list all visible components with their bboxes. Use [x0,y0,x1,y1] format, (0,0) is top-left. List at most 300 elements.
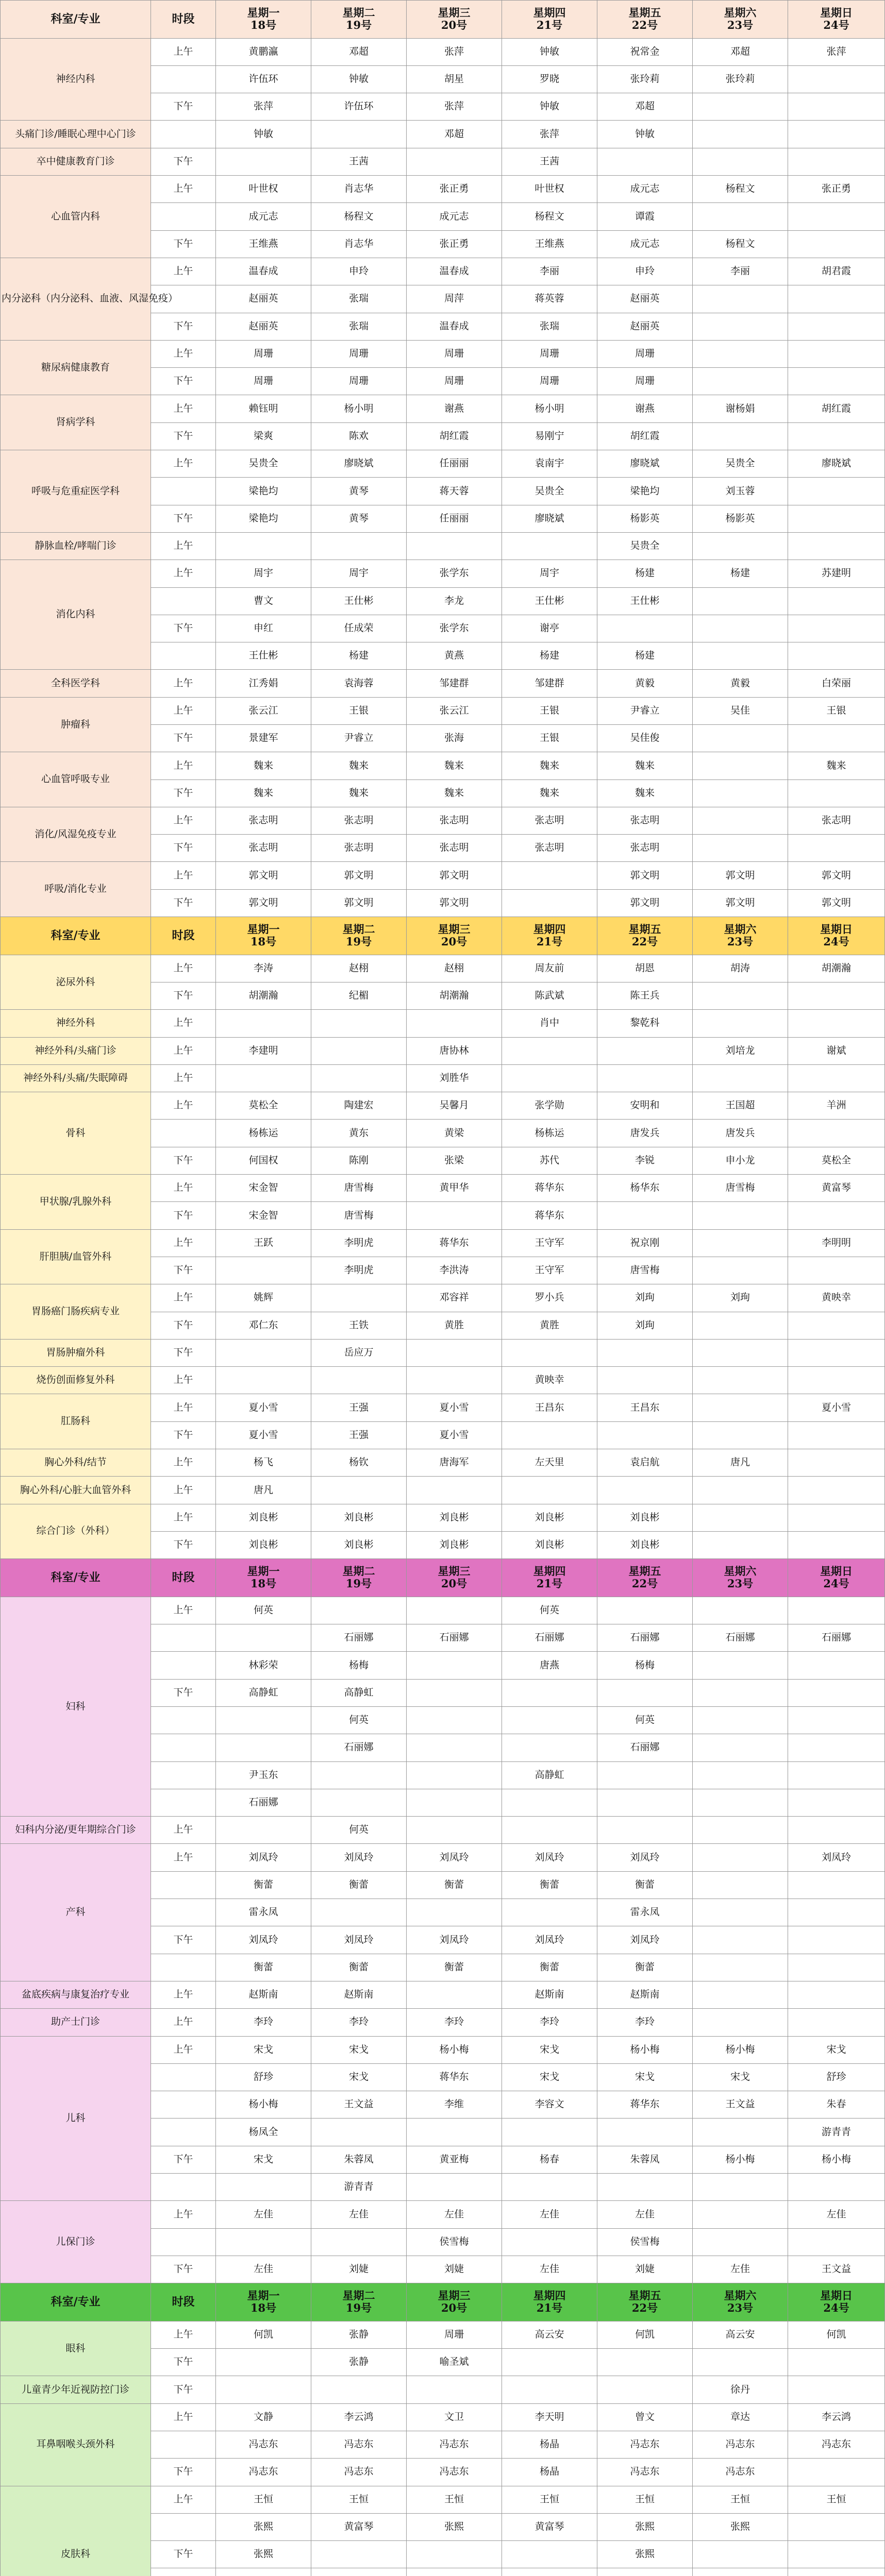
doctor-cell: 郭文明 [597,862,693,889]
doctor-cell: 廖晓斌 [597,450,693,478]
doctor-cell: 王强 [311,1421,407,1449]
dept-name-cell: 皮肤科 [1,2486,151,2576]
doctor-cell [311,1367,407,1394]
doctor-cell: 衡蕾 [597,1954,693,1981]
doctor-cell: 张志明 [407,807,502,834]
doctor-cell: 梁艳均 [216,478,311,505]
doctor-cell: 胡红霞 [788,395,885,422]
doctor-cell: 谢杨娟 [693,395,788,422]
doctor-cell: 张学勋 [502,1092,597,1120]
doctor-cell: 张志明 [502,835,597,862]
doctor-cell: 周友前 [502,955,597,982]
doctor-cell [693,835,788,862]
doctor-cell: 赵斯南 [597,1981,693,2008]
time-slot-cell: 上午 [151,807,216,834]
doctor-cell: 魏来 [407,779,502,807]
table-row [1,752,885,779]
doctor-cell [311,2376,407,2403]
doctor-cell [502,1477,597,1504]
doctor-cell: 邹建群 [502,670,597,697]
doctor-cell: 刘珣 [597,1284,693,1312]
doctor-cell [693,752,788,779]
time-slot-cell: 上午 [151,2321,216,2348]
doctor-cell [693,313,788,340]
doctor-cell [407,1652,502,1679]
doctor-cell: 刘良彬 [597,1504,693,1531]
doctor-cell: 高静虹 [311,1679,407,1706]
doctor-cell: 黄琴 [311,478,407,505]
time-slot-cell: 下午 [151,2541,216,2568]
doctor-cell: 衡蕾 [311,1871,407,1899]
table-row [1,807,885,834]
doctor-cell [502,1706,597,1734]
doctor-cell: 杨建 [597,560,693,587]
doctor-cell: 周珊 [311,368,407,395]
doctor-cell [311,2568,407,2576]
doctor-cell: 王仕彬 [597,587,693,615]
doctor-cell [502,2541,597,2568]
doctor-cell: 郭文明 [311,862,407,889]
doctor-cell [693,982,788,1009]
doctor-cell: 何英 [311,1706,407,1734]
table-row [1,862,885,889]
time-slot-cell: 上午 [151,752,216,779]
doctor-cell [788,1817,885,1844]
time-slot-cell: 上午 [151,1449,216,1477]
doctor-cell [407,1761,502,1789]
dept-name-cell: 全科医学科 [1,670,151,697]
time-slot-cell: 上午 [151,340,216,367]
doctor-cell: 张熙 [216,2541,311,2568]
doctor-cell: 成元志 [597,230,693,258]
doctor-cell: 石丽娜 [311,1734,407,1761]
doctor-cell: 王昌东 [597,1394,693,1421]
dept-name-cell: 耳鼻咽喉头颈外科 [1,2403,151,2486]
doctor-cell: 文卫 [407,2403,502,2431]
doctor-cell [788,230,885,258]
doctor-cell [407,1477,502,1504]
time-slot-cell: 上午 [151,1175,216,1202]
dept-name-cell: 消化/风湿免疫专业 [1,807,151,862]
day-header-cell: 星期六 23号 [693,2283,788,2321]
doctor-cell: 张学东 [407,615,502,642]
doctor-cell [693,2349,788,2376]
doctor-cell: 冯志东 [216,2431,311,2458]
doctor-cell: 李明明 [788,1229,885,1257]
doctor-cell [693,340,788,367]
doctor-cell [502,1421,597,1449]
doctor-cell [788,1706,885,1734]
doctor-cell: 宋戈 [216,2036,311,2063]
doctor-cell: 朱春 [788,2091,885,2119]
doctor-cell: 周珊 [216,340,311,367]
doctor-cell: 张志明 [216,835,311,862]
table-row [1,258,885,285]
doctor-cell: 唐凡 [216,1477,311,1504]
doctor-cell [693,148,788,175]
doctor-cell [788,1449,885,1477]
doctor-cell [693,1706,788,1734]
doctor-cell: 朱蓉凤 [597,2146,693,2173]
time-slot-cell [151,1734,216,1761]
doctor-cell [693,1421,788,1449]
doctor-cell: 李玲 [216,2009,311,2036]
day-header-cell: 星期日 24号 [788,1,885,39]
slot-header-cell: 时段 [151,1559,216,1597]
doctor-cell: 石丽娜 [788,1624,885,1652]
doctor-cell [788,1954,885,1981]
time-slot-cell [151,587,216,615]
doctor-cell: 成元志 [597,176,693,203]
doctor-cell [597,1367,693,1394]
doctor-cell: 易刚宁 [502,422,597,450]
time-slot-cell [151,642,216,670]
doctor-cell: 谢燕 [407,395,502,422]
doctor-cell: 何英 [502,1597,597,1624]
doctor-cell [788,2009,885,2036]
time-slot-cell [151,2513,216,2540]
doctor-cell [502,889,597,917]
doctor-cell: 杨凤全 [216,2119,311,2146]
doctor-cell: 杨小梅 [693,2036,788,2063]
doctor-cell [407,1734,502,1761]
time-slot-cell: 上午 [151,560,216,587]
doctor-cell: 杨晶 [502,2459,597,2486]
doctor-cell: 宋金智 [216,1175,311,1202]
doctor-cell: 衡蕾 [407,1954,502,1981]
doctor-cell [311,1284,407,1312]
dept-name-cell: 骨科 [1,1092,151,1175]
doctor-cell: 胡潮瀚 [216,982,311,1009]
dept-name-cell: 卒中健康教育门诊 [1,148,151,175]
dept-name-cell: 产科 [1,1844,151,1981]
doctor-cell [788,1312,885,1339]
doctor-cell: 刘良彬 [502,1504,597,1531]
time-slot-cell: 上午 [151,2486,216,2513]
doctor-cell: 杨小明 [311,395,407,422]
doctor-cell: 郭文明 [216,862,311,889]
doctor-cell: 刘培龙 [693,1037,788,1064]
doctor-cell: 赵斯南 [502,1981,597,2008]
doctor-cell: 刘玉蓉 [693,478,788,505]
doctor-cell: 宋戈 [311,2036,407,2063]
time-slot-cell: 下午 [151,505,216,532]
doctor-cell [407,2174,502,2201]
doctor-cell: 游青青 [788,2119,885,2146]
table-row [1,560,885,587]
doctor-cell [788,340,885,367]
time-slot-cell: 上午 [151,2009,216,2036]
dept-name-cell: 助产士门诊 [1,2009,151,2036]
doctor-cell [311,1477,407,1504]
doctor-cell: 温春成 [407,313,502,340]
doctor-cell: 谢燕 [597,395,693,422]
doctor-cell: 张萍 [216,93,311,121]
doctor-cell: 杨栋运 [502,1120,597,1147]
doctor-cell: 石丽娜 [407,1624,502,1652]
time-slot-cell: 下午 [151,1202,216,1229]
doctor-cell: 王文益 [311,2091,407,2119]
doctor-cell: 游青青 [311,2174,407,2201]
time-slot-cell [151,1761,216,1789]
slot-header-cell: 时段 [151,2283,216,2321]
doctor-cell [216,2349,311,2376]
doctor-cell [788,2541,885,2568]
doctor-cell [407,1899,502,1926]
doctor-cell [788,1679,885,1706]
doctor-cell: 杨建 [311,642,407,670]
doctor-cell: 郭文明 [216,889,311,917]
time-slot-cell: 上午 [151,862,216,889]
doctor-cell: 石丽娜 [693,1624,788,1652]
doctor-cell [693,1817,788,1844]
doctor-cell [788,313,885,340]
doctor-cell: 景建军 [216,725,311,752]
doctor-cell: 吴贵全 [216,450,311,478]
doctor-cell: 宋金智 [216,1202,311,1229]
doctor-cell: 周宇 [502,560,597,587]
doctor-cell: 邹建群 [407,670,502,697]
doctor-cell: 冯志东 [788,2431,885,2458]
doctor-cell [693,1844,788,1871]
day-header-cell: 星期日 24号 [788,917,885,955]
doctor-cell [693,1312,788,1339]
doctor-cell: 王恒 [407,2486,502,2513]
doctor-cell [788,478,885,505]
doctor-cell: 廖晓斌 [311,450,407,478]
doctor-cell: 曹文 [216,587,311,615]
table-row [1,532,885,560]
doctor-cell: 梁爽 [216,422,311,450]
doctor-cell [216,1339,311,1366]
doctor-cell: 刘婕 [407,2256,502,2283]
doctor-cell: 衡蕾 [216,1954,311,1981]
doctor-cell: 刘胜华 [407,1064,502,1092]
dept-name-cell: 肾病学科 [1,395,151,450]
time-slot-cell: 下午 [151,93,216,121]
day-header-cell: 星期一 18号 [216,1559,311,1597]
day-header-cell: 星期四 21号 [502,1,597,39]
doctor-cell [597,1761,693,1789]
time-slot-cell: 下午 [151,1147,216,1174]
doctor-cell: 王恒 [693,2486,788,2513]
time-slot-cell: 下午 [151,313,216,340]
time-slot-cell [151,121,216,148]
doctor-cell: 陈王兵 [597,982,693,1009]
dept-name-cell: 神经外科/头痛门诊 [1,1037,151,1064]
time-slot-cell: 上午 [151,1981,216,2008]
doctor-cell: 杨建 [693,560,788,587]
doctor-cell: 喻圣斌 [407,2349,502,2376]
table-row [1,1175,885,1202]
doctor-cell: 张玲莉 [693,65,788,93]
time-slot-cell: 上午 [151,38,216,65]
doctor-cell: 夏小雪 [788,1394,885,1421]
doctor-cell: 林彩荣 [216,1652,311,1679]
doctor-cell [788,203,885,230]
doctor-cell [788,1531,885,1558]
doctor-cell [597,1037,693,1064]
doctor-cell [788,1367,885,1394]
doctor-cell: 王茜 [311,148,407,175]
doctor-cell: 侯雪梅 [597,2228,693,2256]
doctor-cell: 邓仁东 [216,1312,311,1339]
time-slot-cell: 下午 [151,422,216,450]
doctor-cell: 周珊 [311,340,407,367]
doctor-cell [788,1871,885,1899]
doctor-cell: 宋戈 [216,2146,311,2173]
doctor-cell: 周宇 [311,560,407,587]
doctor-cell [407,1706,502,1734]
doctor-cell [788,615,885,642]
table-row [1,1394,885,1421]
doctor-cell: 唐凡 [693,1449,788,1477]
table-row [1,2201,885,2228]
table-row [1,1339,885,1366]
doctor-cell: 周珊 [597,340,693,367]
doctor-cell: 舒珍 [788,2063,885,2091]
doctor-cell: 宋戈 [502,2036,597,2063]
day-header-cell: 星期三 20号 [407,917,502,955]
doctor-cell [407,532,502,560]
doctor-cell: 杨影英 [597,505,693,532]
day-header-cell: 星期六 23号 [693,917,788,955]
time-slot-cell: 下午 [151,889,216,917]
doctor-cell: 周珊 [502,368,597,395]
doctor-cell [788,779,885,807]
doctor-cell: 杨程文 [502,203,597,230]
doctor-cell: 冯志东 [693,2431,788,2458]
table-row [1,1367,885,1394]
doctor-cell: 杨小梅 [597,2036,693,2063]
time-slot-cell: 下午 [151,1257,216,1284]
doctor-cell [407,2119,502,2146]
time-slot-cell: 下午 [151,2376,216,2403]
doctor-cell: 刘良彬 [216,1504,311,1531]
doctor-cell: 唐发兵 [597,1120,693,1147]
dept-name-cell: 呼吸与危重症医学科 [1,450,151,533]
doctor-cell [693,2009,788,2036]
doctor-cell: 黄琴 [311,505,407,532]
doctor-cell: 杨小梅 [216,2091,311,2119]
doctor-cell: 张正勇 [407,230,502,258]
time-slot-cell: 上午 [151,258,216,285]
doctor-cell: 赵丽英 [216,285,311,313]
doctor-cell: 胡恩 [597,955,693,982]
doctor-cell [597,2174,693,2201]
doctor-cell: 尹玉东 [216,1761,311,1789]
doctor-cell: 杨建 [502,642,597,670]
dept-header-cell: 科室/专业 [1,1559,151,1597]
doctor-cell: 高静虹 [216,1679,311,1706]
doctor-cell: 廖晓斌 [502,505,597,532]
doctor-cell: 衡蕾 [311,1954,407,1981]
doctor-cell [788,982,885,1009]
dept-name-cell: 肛肠科 [1,1394,151,1449]
doctor-cell [502,2119,597,2146]
doctor-cell: 魏来 [407,752,502,779]
doctor-cell [693,1954,788,1981]
time-slot-cell: 上午 [151,2201,216,2228]
doctor-cell [693,1597,788,1624]
doctor-cell: 文静 [216,2403,311,2431]
table-row [1,1037,885,1064]
doctor-cell: 祝常金 [597,38,693,65]
dept-header-cell: 科室/专业 [1,1,151,39]
doctor-cell [597,1817,693,1844]
doctor-cell [502,2228,597,2256]
doctor-cell: 张瑞 [502,313,597,340]
time-slot-cell: 上午 [151,1844,216,1871]
doctor-cell [693,1394,788,1421]
table-row [1,1229,885,1257]
time-slot-cell [151,478,216,505]
doctor-cell: 杨小梅 [407,2036,502,2063]
doctor-cell: 罗晓 [502,65,597,93]
time-slot-cell [151,1789,216,1816]
doctor-cell: 叶世权 [216,176,311,203]
time-slot-cell: 上午 [151,395,216,422]
doctor-cell: 苏代 [502,1147,597,1174]
doctor-cell: 袁启航 [597,1449,693,1477]
doctor-cell: 江秀娟 [216,670,311,697]
doctor-cell [311,1597,407,1624]
doctor-cell: 赖钰明 [216,395,311,422]
dept-name-cell: 妇科内分泌/更年期综合门诊 [1,1817,151,1844]
doctor-cell [311,1064,407,1092]
doctor-cell: 何英 [216,1597,311,1624]
doctor-cell [788,1339,885,1366]
doctor-cell: 张静 [311,2349,407,2376]
doctor-cell [788,1597,885,1624]
doctor-cell: 叶世权 [502,176,597,203]
day-header-cell: 星期五 22号 [597,1559,693,1597]
doctor-cell: 刘凤玲 [788,1844,885,1871]
doctor-cell: 吴贵全 [597,532,693,560]
doctor-cell [788,2349,885,2376]
doctor-cell: 肖志华 [311,176,407,203]
time-slot-cell: 上午 [151,1284,216,1312]
doctor-cell: 廖晓斌 [788,450,885,478]
time-slot-cell: 上午 [151,1064,216,1092]
day-header-cell: 星期二 19号 [311,1559,407,1597]
doctor-cell: 魏来 [502,752,597,779]
doctor-cell: 胡红霞 [407,422,502,450]
doctor-cell: 杨飞 [216,1449,311,1477]
slot-header-cell: 时段 [151,917,216,955]
day-header-cell: 星期四 21号 [502,917,597,955]
doctor-cell: 邓超 [407,121,502,148]
doctor-cell: 张海 [407,725,502,752]
dept-name-cell: 胸心外科/心脏大血管外科 [1,1477,151,1504]
doctor-cell: 曾文 [597,2403,693,2431]
doctor-cell: 王银 [502,725,597,752]
doctor-cell [216,2376,311,2403]
doctor-cell: 刘婕 [597,2256,693,2283]
doctor-cell: 张志明 [502,807,597,834]
time-slot-cell: 下午 [151,779,216,807]
doctor-cell [693,807,788,834]
dept-name-cell: 胃肠肿瘤外科 [1,1339,151,1366]
doctor-cell: 杨程文 [693,230,788,258]
table-row [1,2376,885,2403]
doctor-cell: 王恒 [597,2486,693,2513]
doctor-cell: 李云鸿 [311,2403,407,2431]
time-slot-cell [151,2091,216,2119]
doctor-cell [788,1926,885,1954]
doctor-cell [693,1257,788,1284]
doctor-cell: 刘婕 [311,2256,407,2283]
